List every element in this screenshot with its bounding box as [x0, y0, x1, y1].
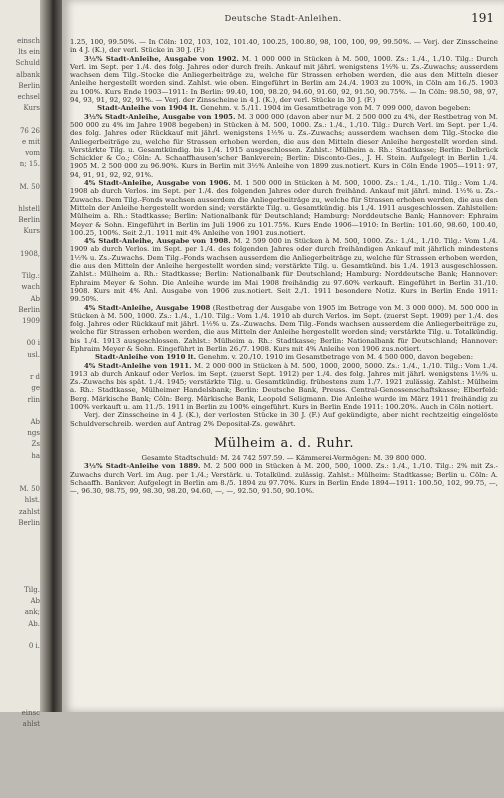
- gutter-fragment: [0, 193, 40, 204]
- document-page: [62, 0, 504, 712]
- gutter-fragment: [0, 327, 40, 338]
- gutter-fragment: ha: [31, 451, 40, 460]
- gutter-fragment: M. 50: [19, 182, 40, 191]
- gutter-fragment: Ab: [30, 294, 40, 303]
- gutter-fragment: ngs: [27, 429, 40, 438]
- gutter-fragment: echsel: [17, 93, 40, 102]
- page-number: 191: [471, 11, 494, 25]
- gutter-fragment: n; 15.: [19, 160, 40, 169]
- page-body: [70, 38, 498, 495]
- gutter-fragment: [0, 473, 40, 484]
- gutter-fragment: [0, 753, 40, 764]
- paragraph-loan-1908: 4% Stadt-Anleihe, Ausgabe von 1908. M. 2 599 000 in Stücken à M. 500, 1000. Zs.: 1./4., 1./10. Tilg.: Vom 1./4. 1909 ab durch Verlos. im Sept. per 1./4. des folgenden Jahres oder durch freihändigen Ankauf mit jährlich mindestens 1½% u. Zs.-Zuwachs. Dem Tilg.-Fonds wachsen ausserdem die Anliegerbeiträge zu, welche für Strassen erhoben werden, die aus den Mitteln der Anleihe hergestellt worden sind; verstärkte Tilg. u. Gesamtkünd. bis 1./4. 1913 ausgeschlossen. Zahlst.: Mülheim a. Rh.: Stadtkasse; Berlin: Nationalbank für Deutschland; Hamburg: Norddeutsche Bank; Hannover: Ephraim Meyer & Sohn. Die Anleihe wurde im Mai 1908 freihändig zu 97.60% verkauft. Eingeführt in Berlin 31./10. 1908. Kurs mit 4% Anl. Ausgabe von 1906 zus.notiert. Seit 2./1. 1911 besondere Notiz. Kurs in Berlin Ende 1911: 99.50%.: [70, 237, 498, 304]
- gutter-fragment: [0, 260, 40, 271]
- gutter-fragment: [0, 540, 40, 551]
- gutter-fragment: [0, 742, 40, 753]
- gutter-fragment: Zs: [31, 440, 40, 449]
- gutter-fragment: Ab: [30, 417, 40, 426]
- gutter-fragment: [0, 406, 40, 417]
- paragraph-loan-1910-header: Stadt-Anleihe von 1910 lt. Genehm. v. 20./10. 1910 im Gesamtbetrage von M. 4 500 000, davon begeben:: [94, 353, 474, 362]
- gutter-fragment: hlst.: [24, 496, 40, 505]
- gutter-fragment: zahlst: [18, 507, 40, 516]
- gutter-fragment: [0, 775, 40, 786]
- gutter-fragment: rlin: [27, 395, 40, 404]
- gutter-fragment: vom: [25, 149, 40, 158]
- gutter-fragment: [0, 114, 40, 125]
- gutter-fragment: [0, 731, 40, 742]
- gutter-fragment: Berlin: [18, 305, 40, 314]
- gutter-fragment: albank: [16, 70, 40, 79]
- gutter-fragment: Berlin: [18, 216, 40, 225]
- paragraph-limitation-note: Verj. der Zinsscheine in 4 J. (K.), der verlosten Stücke in 30 J. (F.) Auf gekündigte, aber nicht rechtzeitig eingelöste Schuldverschreib. werden auf Antrag 2% Depositał-Zs. gewährt.: [70, 411, 498, 428]
- gutter-fragment: einsc: [21, 709, 40, 718]
- gutter-fragment: [0, 697, 40, 708]
- gutter-fragment: 00 i: [26, 339, 40, 348]
- gutter-fragment: Berlin: [18, 518, 40, 527]
- gutter-fragment: M. 50: [19, 485, 40, 494]
- gutter-fragment: 76 26: [19, 126, 40, 135]
- gutter-fragment: Tilg.: [24, 585, 40, 594]
- paragraph-loan-1902: 3½% Stadt-Anleihe, Ausgabe von 1902. M. 1 000 000 in Stücken à M. 500, 1000. Zs.: 1./4., 1./10. Tilg.: Durch Verl. im Sept. per 1./4. des folg. Jahres oder durch freih. Ankauf mit jährl. wenigstens 1½% u. Zs.-Zuwachs; ausserdem wachsen dem Tilg.-Stocke die Anliegerbeiträge zu, welche für Strassen erhoben werden, die aus den Mitteln dieser Anleihe hergestellt worden sind. Zahlst. wie oben. Eingeführt in Berlin am 24./4. 1903 zu 100%, in Cöln am 16./5. 1903 zu 100%. Kurs Ende 1903—1911: In Berlin: 99.40, 100, 98.20, 94.60, 91.60, 92, 91.50, 90.75%. — In Cöln: 98.50, 98, 97, 94, 93, 91, 92, 92, 91%. — Verj. der Zinsscheine in 4 J. (K.), der verl. Stücke in 30 J. (F.): [70, 54, 498, 105]
- gutter-fragment: ank;: [24, 608, 40, 617]
- gutter-fragment: [0, 238, 40, 249]
- gutter-fragment: ahlst: [22, 720, 40, 729]
- gutter-fragment: r d: [29, 373, 40, 382]
- paragraph-loan-1904-header: Stadt-Anleihe von 1904 lt. Genehm. v. 5./11. 1904 im Gesamtbetrage von M. 7 099 000, davon begeben:: [97, 104, 471, 113]
- gutter-fragment: Tilg.:: [21, 272, 40, 281]
- paragraph-loan-1889: 3½% Stadt-Anleihe von 1889. M. 2 500 000 in Stücken à M. 200, 500, 1000. Zs.: 1./4., 1./10. Tilg.: 2% mit Zs.-Zuwachs durch Verl. im Aug. per 1./4.; Verstärk. u. Totalkünd. zulässig. Zahlst.: Mülheim: Stadtkasse; Berlin u. Cöln: A. Schaaffh. Bankver. Aufgelegt in Berlin am 8./5. 1894 zu 97.70%. Kurs in Berlin Ende 1894—1911: 100.50, 102, 99.75, —, —, 96.30, 98.75, 99, 98.30, 98.20, 94.60, —, —, 92.50, 91.50, 90.10%.: [70, 462, 498, 496]
- gutter-fragment: [0, 551, 40, 562]
- gutter-fragment: [0, 630, 40, 641]
- gutter-fragment: [0, 574, 40, 585]
- gutter-fragment: Ab.: [28, 619, 40, 628]
- gutter-fragment: [0, 170, 40, 181]
- paragraph-loan-1905: 3½% Stadt-Anleihe, Ausgabe von 1905. M. 3 000 000 (davon aber nur M. 2 500 000 zu 4%, der Restbetrag von M. 500 000 zu 4% im Jahre 1908 begeben) in Stücken à M. 500, 1000. Zs.: 1./4., 1./10. Tilg.: Durch Verl. im Sept. per 1./4. des folg. Jahres oder Rückkauf mit jährl. wenigstens 1½% u. Zs.-Zuwachs; ausserdem wachsen dem Tilg.-Stocke die Anliegerbeiträge zu, welche für Strassen erhoben werden, die aus den Mitteln dieser Anleihe hergestellt worden sind. Verstärkte Tilg. u. Gesamtkündig. bis 1./4. 1915 ausgeschlossen. Zahlst.: Mülheim a. Rh.: Stadtkasse; Berlin: Delbrück Schickler & Co.; Cöln: A. Schaaffhausen'scher Bankverein; Berlin: Disconto-Ges., J. H. Stein. Aufgelegt in Berlin 1./4. 1905 M. 2 500 000 zu 96.90%. Kurs in Berlin mit 3½% Anleihe von 1899 zus.notiert. Kurs in Cöln Ende 1905—1911: 97, 94, 91, 91, 92, 92, 91%.: [70, 112, 498, 179]
- gutter-fragment: Schuld: [15, 59, 40, 68]
- gutter-fragment: usl.: [27, 350, 40, 359]
- gutter-fragment: 1909: [22, 317, 40, 326]
- book-spine-shadow: [40, 0, 62, 712]
- gutter-fragment: lts ein: [18, 48, 40, 57]
- gutter-fragment: Ab: [30, 597, 40, 606]
- gutter-fragment: ge: [31, 384, 40, 393]
- paragraph-p1: 1.25, 100, 99.50%. — In Cöln: 102, 103, 102, 101.40, 100.25, 100.80, 98, 100, 100, 99, 99.50%. — Verj. der Zinsscheine in 4 J. (K.), der verl. Stücke in 30 J. (F.): [70, 38, 498, 55]
- gutter-fragment: einsch: [17, 37, 40, 45]
- gutter-fragment: Kurs: [23, 227, 40, 236]
- gutter-fragment: e mit: [21, 137, 40, 146]
- gutter-fragment: [0, 361, 40, 372]
- page-header: [62, 11, 504, 30]
- gutter-fragment: wach: [21, 283, 40, 292]
- gutter-fragment: [0, 563, 40, 574]
- gutter-fragment: 0 i.: [28, 641, 40, 650]
- paragraph-loan-1911: 4% Stadt-Anleihe von 1911. M. 2 000 000 in Stücken à M. 500, 1000, 2000, 5000. Zs.: 1./4., 1./10. Tilg.: Vom 1./4. 1913 ab durch Ankauf oder Verlos. im Sept. (zuerst Sept. 1912) per 1./4. des folg. Jahres mit jährl. wenigstens 1½% u. Zs.-Zuwachs bis spät. 1./4. 1945; verstärkte Tilg. u. Gesamtkündig. frühestens zum 1./7. 1921 zulässig. Zahlst.: Mülheim a. Rh.: Stadtkasse, Mülheimer Handelsbank; Berlin: Deutsche Bank, Preuss. Central-Genossenschaftskasse; Elberfeld: Berg. Märkische Bank; Cöln: Berg. Märkische Bank, Leopold Seligmann. Die Anleihe wurde im März 1911 freihändig zu 100% verkauft u. am 11./5. 1911 in Berlin zu 100% eingeführt. Kurs in Berlin Ende 1911: 100.20%. Auch in Cöln notiert.: [70, 361, 498, 412]
- city-heading: Mülheim a. d. Ruhr.: [213, 435, 355, 451]
- gutter-fragment: [0, 663, 40, 674]
- gutter-fragment: [0, 787, 40, 798]
- gutter-fragment: [0, 675, 40, 686]
- gutter-fragment: [0, 529, 40, 540]
- gutter-fragment: [0, 652, 40, 663]
- gutter-fragment: Kurs: [23, 104, 40, 113]
- running-title: Deutsche Stadt-Anleihen.: [224, 14, 342, 24]
- gutter-fragment: [0, 764, 40, 775]
- gutter-fragment: [0, 686, 40, 697]
- gutter-fragment: [0, 462, 40, 473]
- previous-page-text-fragments: [0, 0, 40, 798]
- city-debt-summary: Gesamte Stadtschuld: M. 24 742 597.59. — Kämmerei-Vermögen: M. 39 800 000.: [141, 453, 427, 462]
- gutter-fragment: Berlin: [18, 81, 40, 90]
- gutter-fragment: hlstell: [18, 205, 40, 214]
- paragraph-loan-1906: 4% Stadt-Anleihe, Ausgabe von 1906. M. 1 500 000 in Stücken à M. 500, 1000. Zs.: 1./4., 1./10. Tilg.: Vom 1./4. 1908 ab durch Verlos. im Sept. per 1./4. des folgenden Jahres oder durch freihänd. Ankauf mit jährl. mind. 1½% u. Zs.-Zuwachs. Dem Tilg.-Fonds wachsen ausserdem die Anliegerbeiträge zu, welche für Strassen erhoben werden, die aus den Mitteln der Anleihe hergestellt worden sind; verstärkte Tilg. u. Gesamtkündig. bis 1./4. 1911 ausgeschlossen. Zahlstellen: Mülheim a. Rh.: Stadtkasse; Berlin: Nationalbank für Deutschland; Hamburg: Norddeutsche Bank; Hannover: Ephraim Meyer & Sohn. Eingeführt in Berlin im Juli 1906 zu 101.75%. Kurs Ende 1906—1910: In Berlin: 101.60, 98.60, 100.40, 100.25, 100%. Seit 2./1. 1911 mit 4% Anleihe von 1901 zus.notiert.: [70, 179, 498, 237]
- paragraph-loan-1908-rest: 4% Stadt-Anleihe, Ausgabe 1908 (Restbetrag der Ausgabe von 1905 im Betrage von M. 3 000 000). M. 500 000 in Stücken à M. 500, 1000. Zs.: 1./4., 1./10. Tilg.: Vom 1./4. 1910 ab durch Verlos. im Sept. (zuerst Sept. 1909) per 1./4. des folg. Jahres oder Rückkauf mit jährl. 1½% u. Zs.-Zuwachs. Dem Tilg.-Fonds wachsen ausserdem die Anliegerbeiträge zu, welche für Strassen erhoben werden, die aus Mitteln der Anleihe hergestellt worden sind; verstärkte Tilg. u. Totalkündig. bis 1./4. 1913 ausgeschlossen. Zahlst.: Mülheim a. Rh.: Stadtkasse; Berlin: Nationalbank für Deutschland; Hannover: Ephraim Meyer & Sohn. Eingeführt in Berlin 26./7. 1908. Kurs mit 4% Anleihe von 1906 zus.notiert.: [70, 303, 499, 353]
- gutter-fragment: 1908,: [19, 249, 40, 258]
